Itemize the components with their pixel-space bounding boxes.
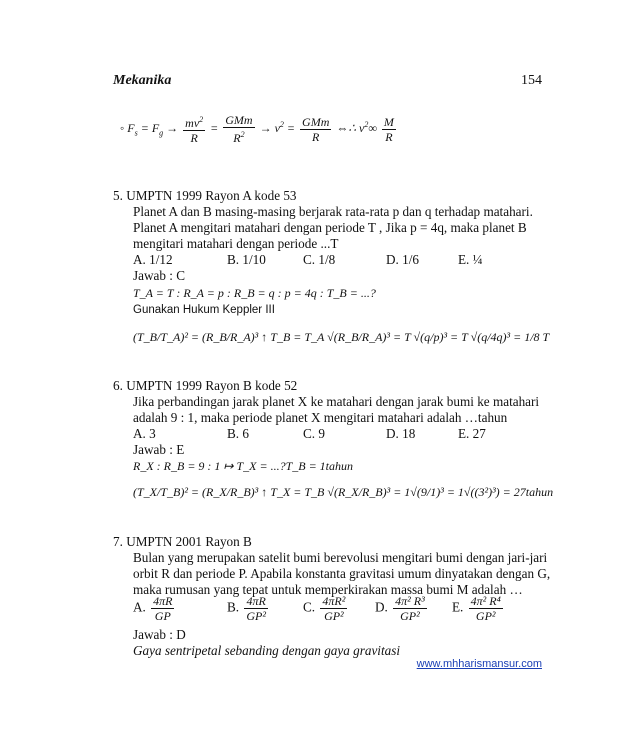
footer-url-link[interactable]: www.mhharismansur.com [416,658,542,670]
q6-equation2: (T_X/T_B)² = (R_X/R_B)³ ↑ T_X = T_B √(R_X/R_B)³ = 1√(9/1)³ = 1√((3²)³) = 27tahun [133,485,554,499]
q5-option-a: A. 1/12 [133,252,173,267]
q6-heading: 6. UMPTN 1999 Rayon B kode 52 [113,378,298,393]
q7-option-b: B. $\frac{4\pi R}{\text{GP²}}$ [227,594,266,623]
q5-option-e: E. ¼ [458,252,483,267]
q7-option-c: C. $\frac{\text{4πR²}}{\text{GP²}}$ [303,594,346,623]
q6-option-e: E. 27 [458,426,486,441]
q7-option-a: A. $\frac{4\pi R}{GP}$ [133,594,173,623]
q7-line3: maka rumusan yang tepat untuk memperkirakan massa bumi M adalah … [133,582,523,597]
q6-line2: adalah 9 : 1, maka periode planet X mengitari matahari adalah …tahun [133,410,508,425]
page-number: 154 [521,73,542,88]
top-equation: ◦ $F_s = F_g$ → $\frac{mv^2}{R}$ = $\frac{\text{GMm}}{R^2}$ → $v^2$ = $\frac{\text{GMm}}{R}$ ⇔∴ $v^2\infty$ $\frac{M}{R}$ [120,113,394,145]
q5-equation1: T_A = T : R_A = p : R_B = q : p = 4q : T_B = ...? [133,286,376,300]
q6-equation1: R_X : R_B = 9 : 1 ↦ T_X = ...?T_B = 1tahun [133,459,354,473]
q6-line1: Jika perbandingan jarak planet X ke matahari dengan jarak bumi ke matahari [133,394,540,409]
q7-line1: Bulan yang merupakan satelit bumi berevolusi mengitari bumi dengan jari-jari [133,550,548,565]
q6-option-c: C. 9 [303,426,325,441]
q5-equation2: (T_B/T_A)² = (R_B/R_A)³ ↑ T_B = T_A √(R_B/R_A)³ = T √(q/p)³ = T √(q/4q)³ = 1/8 T [133,330,550,344]
header-title: Mekanika [113,73,172,88]
q5-line1: Planet A dan B masing-masing berjarak rata-rata p dan q terhadap matahari. [133,204,533,219]
q6-option-b: B. 6 [227,426,249,441]
q7-option-e: E. $\frac{\text{4π² R⁴}}{\text{GP²}}$ [452,594,501,623]
q7-option-d: D. $\frac{\text{4π² R³}}{\text{GP²}}$ [375,594,425,623]
q5-option-d: D. 1/6 [386,252,419,267]
q7-heading: 7. UMPTN 2001 Rayon B [113,534,252,549]
q5-heading: 5. UMPTN 1999 Rayon A kode 53 [113,188,297,203]
q5-option-b: B. 1/10 [227,252,266,267]
q6-option-a: A. 3 [133,426,156,441]
q6-option-d: D. 18 [386,426,416,441]
q5-note: Gunakan Hukum Keppler III [133,304,275,316]
q7-line2: orbit R dan periode P. Apabila konstanta gravitasi umum dinyatakan dengan G, [133,566,551,581]
q6-answer: Jawab : E [133,442,185,457]
q5-answer: Jawab : C [133,268,186,283]
q5-line2: Planet A mengitari matahari dengan periode T , Jika p = 4q, maka planet B [133,220,527,235]
q7-answer: Jawab : D [133,627,186,642]
q5-line3: mengitari matahari dengan periode ...T [133,236,339,251]
q7-note: Gaya sentripetal sebanding dengan gaya gravitasi [133,643,401,658]
q5-option-c: C. 1/8 [303,252,336,267]
